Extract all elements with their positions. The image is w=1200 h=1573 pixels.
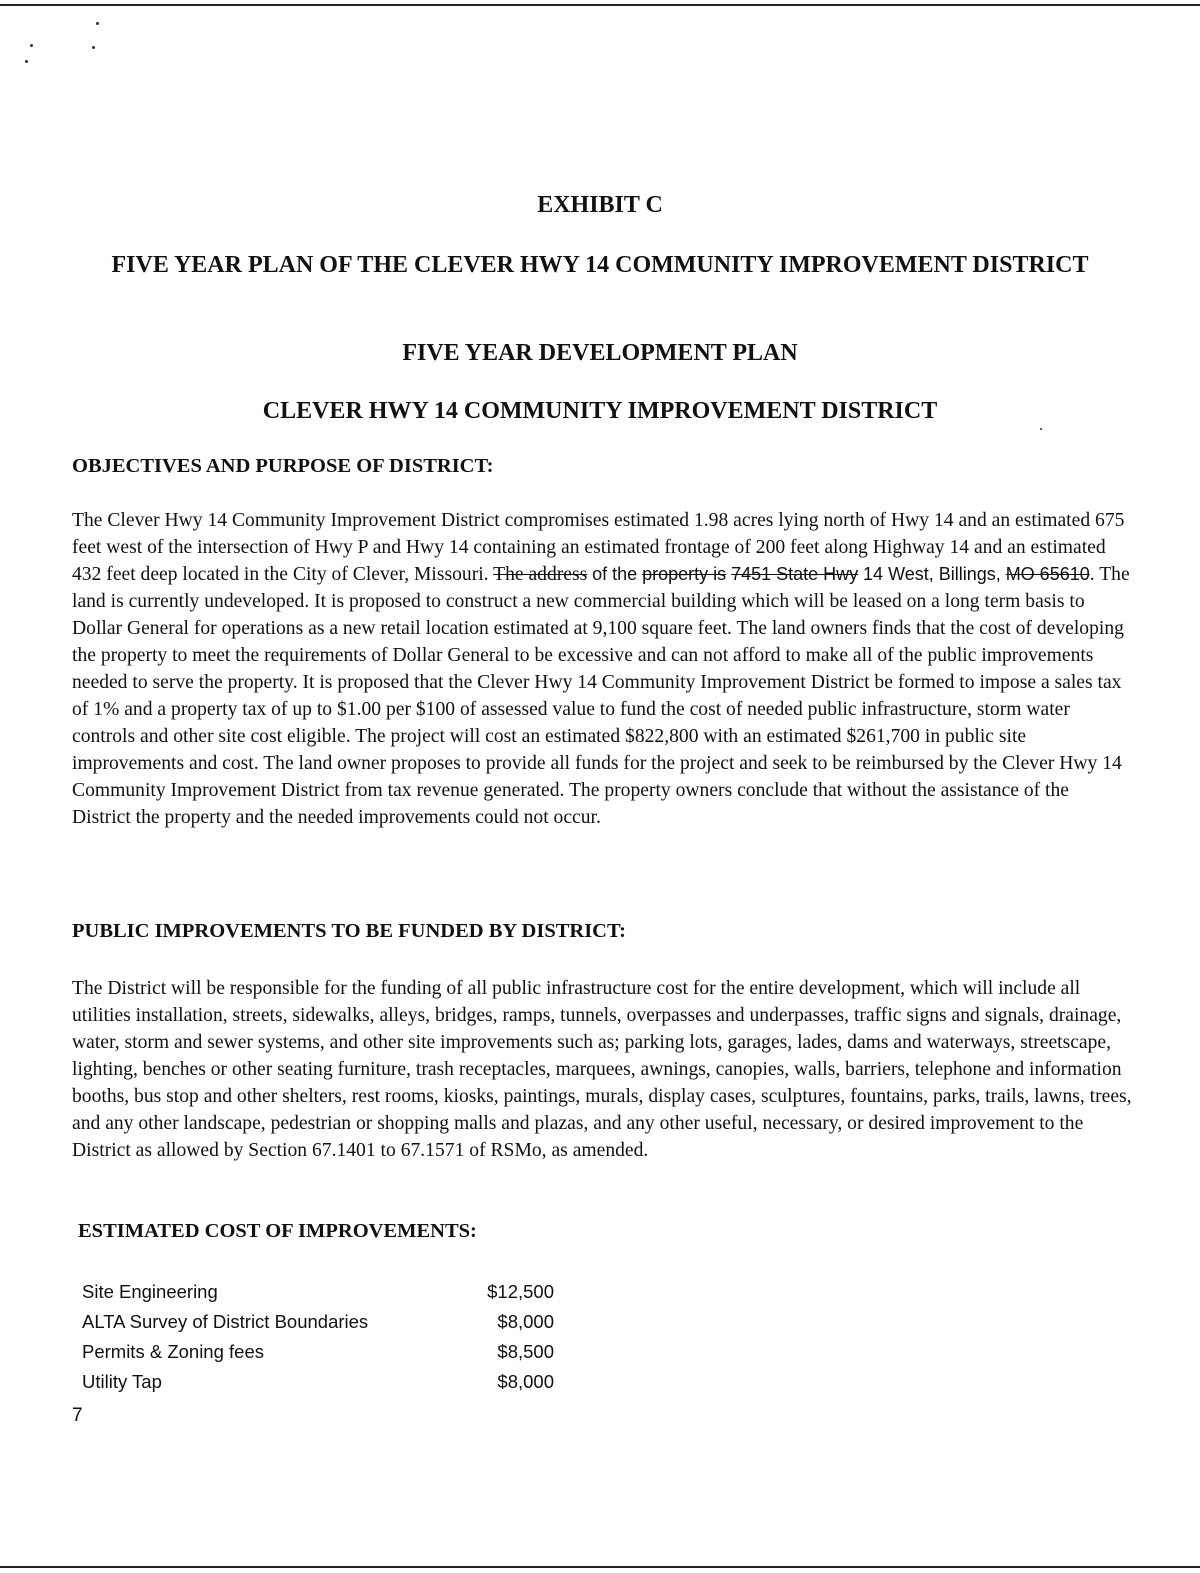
cost-item-label: Permits & Zoning fees	[82, 1341, 264, 1362]
struck-address-phrase: The address	[493, 564, 588, 585]
exhibit-title: EXHIBIT C	[537, 192, 663, 218]
cost-item-label: Site Engineering	[82, 1281, 218, 1302]
objectives-text-part2: . The land is currently undeveloped. It is proposed to construct a new commercial building which will be leased on a long term basis to Dollar General for operations as a new retail location estimated at 9,100 square feet. The land owners finds that the cost of developing the property to meet the requirements of Dollar General to be excessive and can not afford to make all of the public improvements needed to serve the property. It is proposed that the Clever Hwy 14 Community Improvement District be formed to impose a sales tax of 1% and a property tax of up to $1.00 per $100 of assessed value to fund the cost of needed public infrastructure, storm water controls and other site cost eligible. The project will cost an estimated $822,800 with an estimated $261,700 in public site improvements and cost. The land owner proposes to provide all funds for the project and seek to be reimbursed by the Clever Hwy 14 Community Improvement District from tax revenue generated. The property owners conclude that without the assistance of the District the property and the needed improvements could not occur.	[72, 564, 1130, 828]
objectives-text-part1: The Clever Hwy 14 Community Improvement District compromises estimated 1.98 acres lying north of Hwy 14 and an estimated 675 feet west of the intersection of Hwy P and Hwy 14 containing an estimated frontage of 200 feet along Highway 14 and an estimated 432 feet deep located in the City of Clever, Missouri.	[72, 510, 1125, 585]
scan-speck	[30, 44, 33, 47]
bottom-edge-rule	[0, 1566, 1200, 1568]
cost-item-label: Utility Tap	[82, 1371, 162, 1392]
development-plan-title: FIVE YEAR DEVELOPMENT PLAN	[402, 340, 798, 366]
struck-property-is: property is	[642, 564, 727, 584]
cost-item-amount: $12,500	[487, 1281, 554, 1302]
cost-item-amount: $8,000	[497, 1311, 554, 1332]
struck-street-number: 7451 State Hwy	[731, 564, 859, 584]
table-row	[82, 1277, 554, 1307]
objectives-heading: OBJECTIVES AND PURPOSE OF DISTRICT:	[72, 455, 494, 477]
district-title: CLEVER HWY 14 COMMUNITY IMPROVEMENT DISTRICT	[262, 398, 938, 424]
public-improvements-paragraph: The District will be responsible for the funding of all public infrastructure cost for the entire development, which will include all utilities installation, streets, sidewalks, alleys, bridges, ramps, tunnels, overpasses and underpasses, traffic signs and signals, drainage, water, storm and sewer systems, and other site improvements such as; parking lots, garages, lades, dams and waterways, streetscape, lighting, benches or other seating furniture, trash receptacles, marquees, awnings, canopies, walls, barriers, telephone and information booths, bus stop and other shelters, rest rooms, kiosks, paintings, murals, display cases, sculptures, fountains, parks, trails, lawns, trees, and any other landscape, pedestrian or shopping malls and plazas, and any other useful, necessary, or desired improvement to the District as allowed by Section 67.1401 to 67.1571 of RSMo, as amended.	[72, 978, 1132, 1161]
public-improvements-heading: PUBLIC IMPROVEMENTS TO BE FUNDED BY DISTRICT:	[72, 920, 626, 942]
address-visible: 14 West, Billings,	[863, 564, 1001, 584]
scan-speck	[92, 46, 95, 49]
cost-table	[82, 1277, 554, 1397]
plan-title: FIVE YEAR PLAN OF THE CLEVER HWY 14 COMMUNITY IMPROVEMENT DISTRICT	[111, 252, 1089, 278]
page-number: 7	[72, 1405, 83, 1426]
address-of: of the	[592, 564, 638, 584]
table-row	[82, 1307, 554, 1337]
table-row	[82, 1367, 554, 1397]
cost-item-amount: $8,500	[497, 1341, 554, 1362]
scan-speck	[96, 22, 99, 25]
scan-speck	[1040, 428, 1042, 430]
struck-city-zip: MO 65610	[1005, 564, 1090, 584]
cost-item-label: ALTA Survey of District Boundaries	[82, 1311, 369, 1332]
scan-speck	[25, 60, 28, 63]
table-row	[82, 1337, 554, 1367]
top-edge-rule	[0, 4, 1200, 6]
objectives-paragraph	[72, 507, 1132, 831]
estimated-cost-heading: ESTIMATED COST OF IMPROVEMENTS:	[78, 1220, 477, 1242]
cost-item-amount: $8,000	[497, 1371, 554, 1392]
